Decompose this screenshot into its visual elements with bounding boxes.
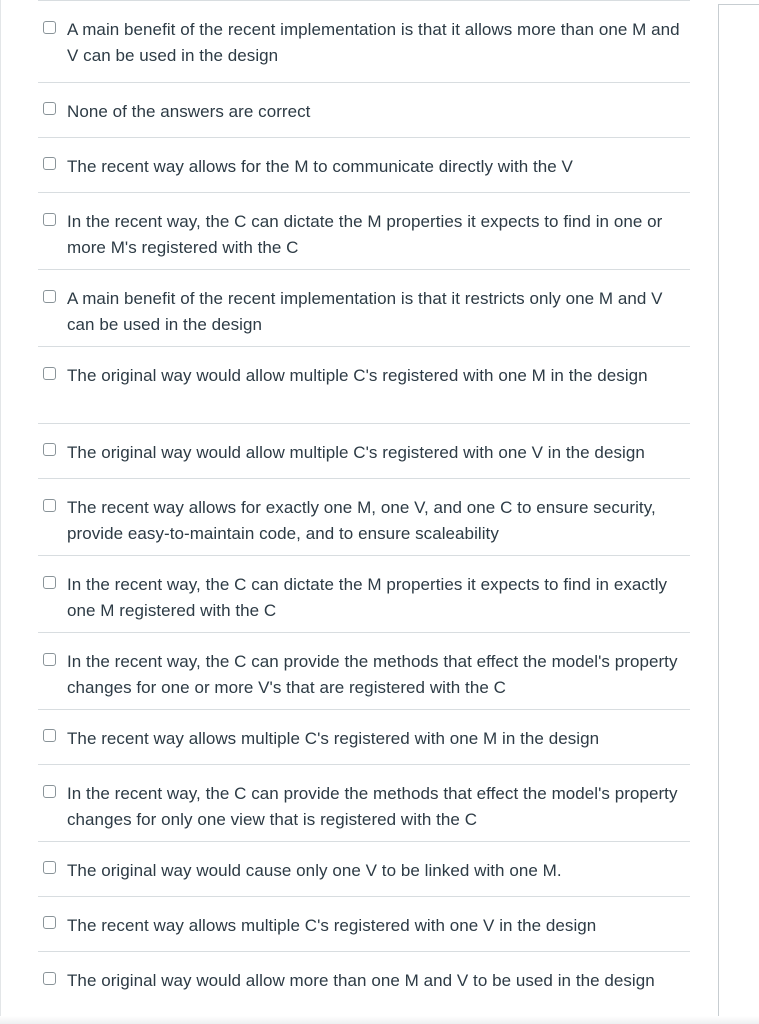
- answer-label: The recent way allows for exactly one M, one V, and one C to ensure security, provide easy-to-maintain code, and to ensure scaleability: [67, 498, 656, 543]
- answer-label: In the recent way, the C can provide the methods that effect the model's property changes for one or more V's that are registered with the C: [67, 652, 678, 697]
- checkbox[interactable]: [43, 290, 56, 303]
- checkbox[interactable]: [43, 729, 56, 742]
- answer-label: The recent way allows multiple C's registered with one M in the design: [67, 729, 600, 748]
- checkbox[interactable]: [43, 213, 56, 226]
- answer-label: None of the answers are correct: [67, 102, 311, 121]
- answer-label: The original way would allow more than one M and V to be used in the design: [67, 971, 655, 990]
- top-panel-border: [718, 4, 759, 5]
- answer-option[interactable]: [38, 633, 690, 710]
- checkbox[interactable]: [43, 157, 56, 170]
- answer-option[interactable]: [38, 479, 690, 556]
- checkbox[interactable]: [43, 785, 56, 798]
- answer-label: The original way would cause only one V to be linked with one M.: [67, 861, 562, 880]
- checkbox[interactable]: [43, 916, 56, 929]
- checkbox[interactable]: [43, 21, 56, 34]
- checkbox[interactable]: [43, 443, 56, 456]
- answer-label: The original way would allow multiple C's registered with one M in the design: [67, 366, 648, 385]
- answer-option[interactable]: [38, 0, 690, 83]
- answer-option[interactable]: [38, 952, 690, 1024]
- checkbox[interactable]: [43, 367, 56, 380]
- checkbox[interactable]: [43, 972, 56, 985]
- checkbox[interactable]: [43, 653, 56, 666]
- answer-option[interactable]: [38, 710, 690, 765]
- right-panel-border: [718, 4, 719, 1024]
- answer-option[interactable]: [38, 270, 690, 347]
- answer-label: The recent way allows for the M to communicate directly with the V: [67, 157, 573, 176]
- checkbox[interactable]: [43, 499, 56, 512]
- answer-list: [38, 0, 690, 1024]
- checkbox[interactable]: [43, 861, 56, 874]
- answer-option[interactable]: [38, 897, 690, 952]
- answer-option[interactable]: [38, 83, 690, 138]
- answer-label: A main benefit of the recent implementation is that it allows more than one M and V can be used in the design: [67, 20, 680, 65]
- answer-label: The recent way allows multiple C's registered with one V in the design: [67, 916, 597, 935]
- bottom-edge: [0, 1016, 759, 1024]
- answer-option[interactable]: [38, 765, 690, 842]
- answer-label: A main benefit of the recent implementation is that it restricts only one M and V can be used in the design: [67, 289, 663, 334]
- answer-option[interactable]: [38, 556, 690, 633]
- left-border: [0, 0, 1, 1024]
- answer-option[interactable]: [38, 138, 690, 193]
- answer-option[interactable]: [38, 424, 690, 479]
- answer-label: In the recent way, the C can dictate the M properties it expects to find in exactly one M registered with the C: [67, 575, 668, 620]
- answer-option[interactable]: [38, 842, 690, 897]
- answer-label: In the recent way, the C can dictate the M properties it expects to find in one or more M's registered with the C: [67, 212, 663, 257]
- answer-option[interactable]: [38, 193, 690, 270]
- checkbox[interactable]: [43, 576, 56, 589]
- answer-option[interactable]: [38, 347, 690, 424]
- answer-label: The original way would allow multiple C's registered with one V in the design: [67, 443, 645, 462]
- checkbox[interactable]: [43, 102, 56, 115]
- answer-label: In the recent way, the C can provide the methods that effect the model's property changes for only one view that is registered with the C: [67, 784, 678, 829]
